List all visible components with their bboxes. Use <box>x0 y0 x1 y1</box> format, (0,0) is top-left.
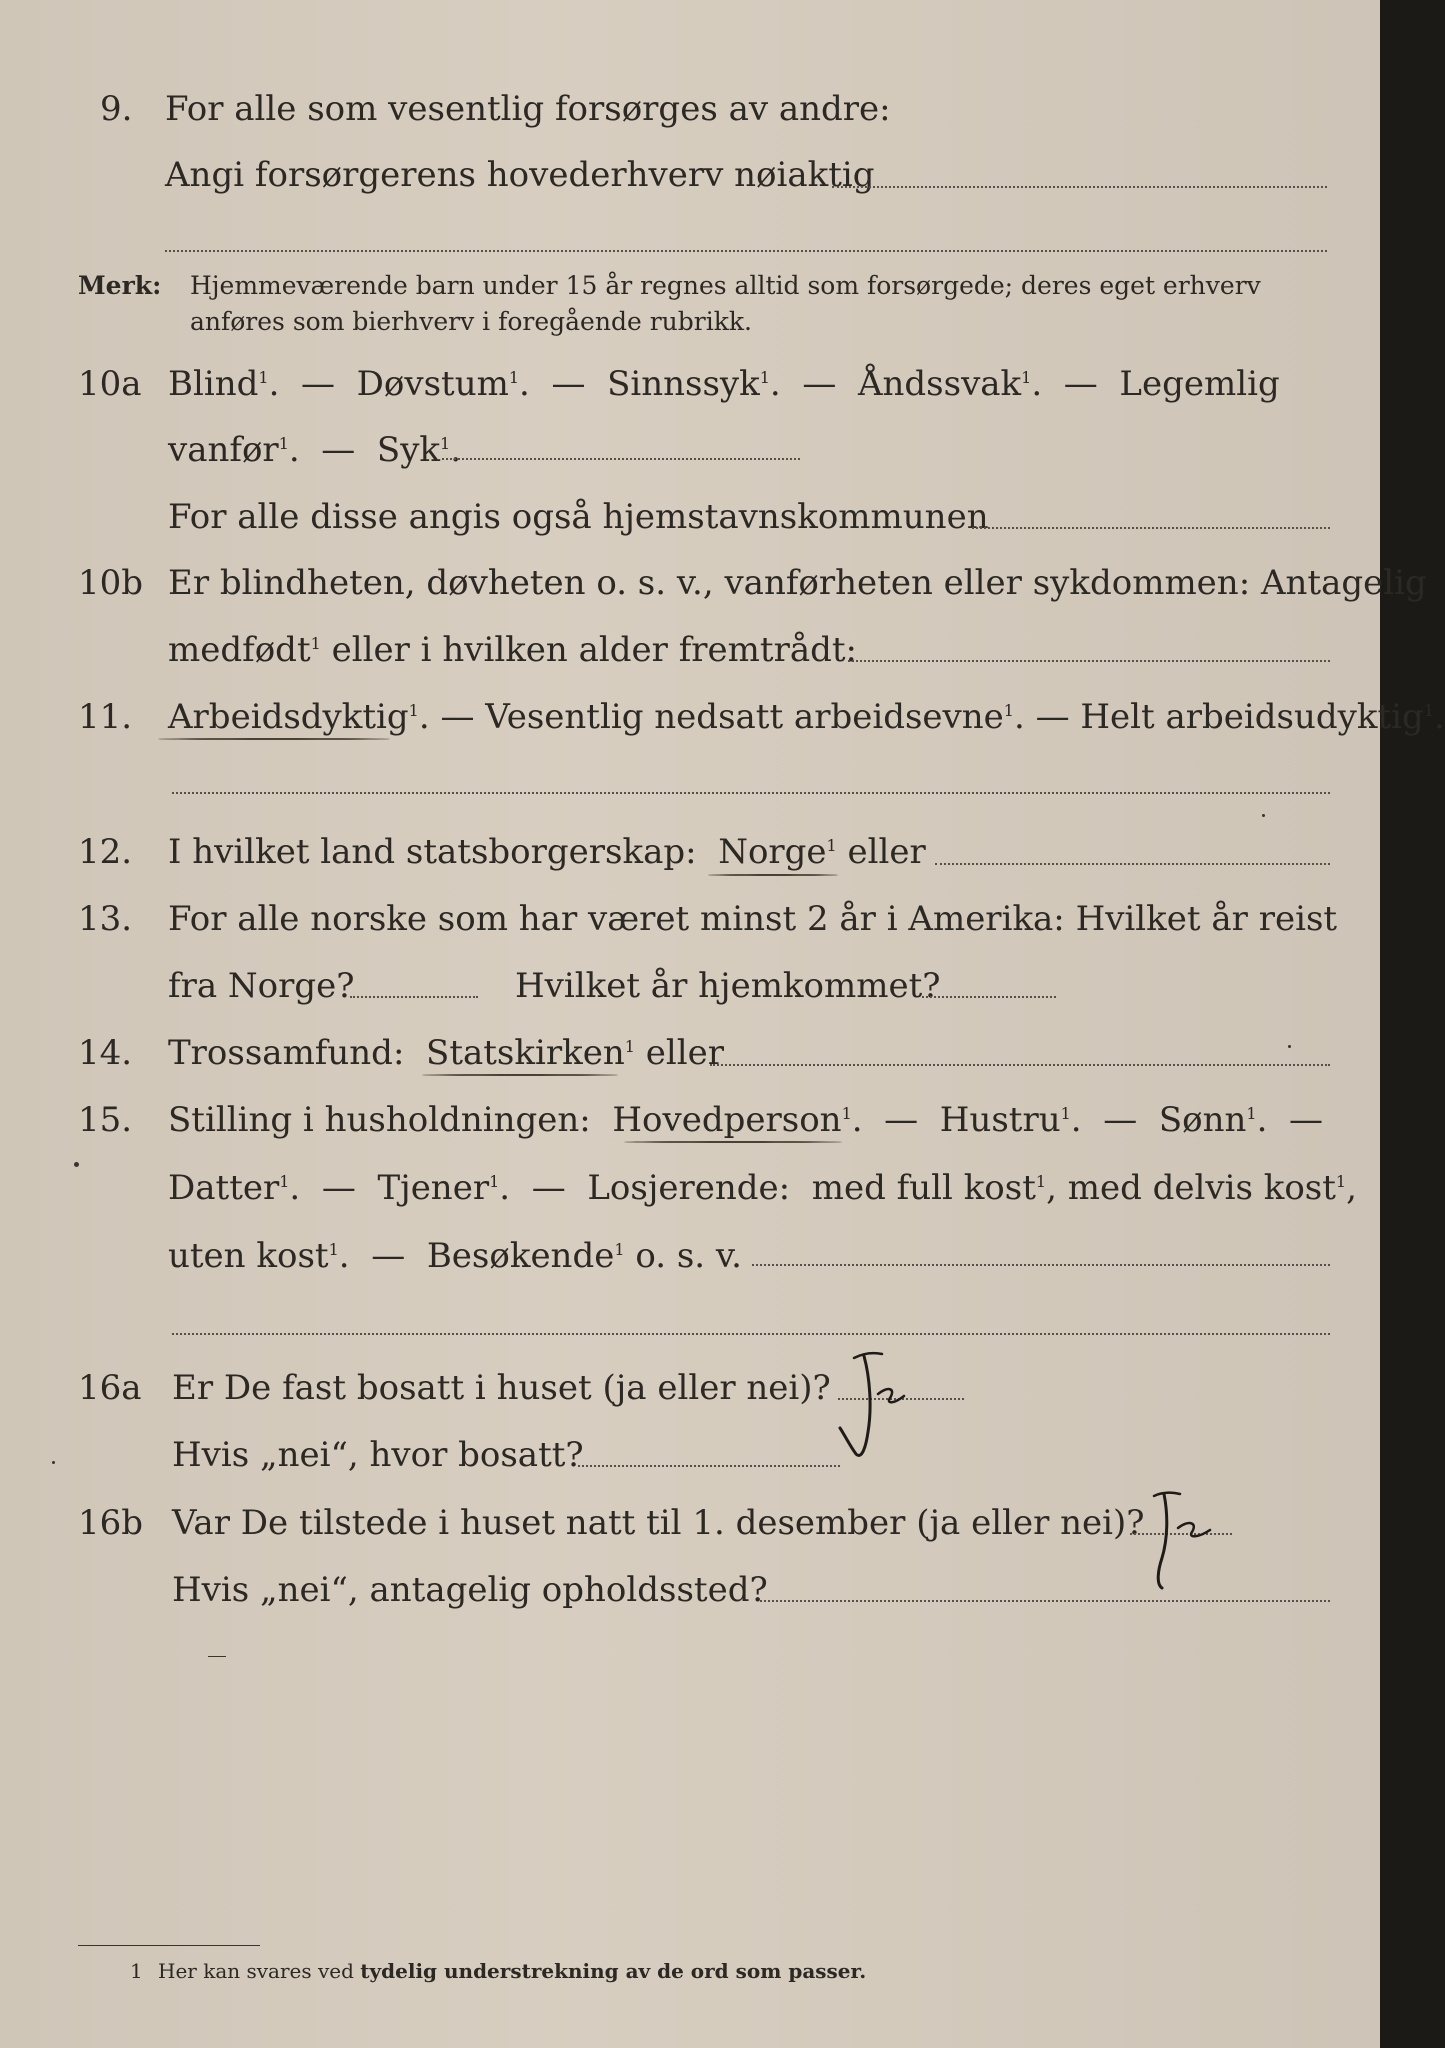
ink-speck <box>74 1162 79 1167</box>
merk-text-2: anføres som bierhverv i foregående rubrikk. <box>190 307 752 336</box>
q16a-question: Er De fast bosatt i huset (ja eller nei)? <box>172 1368 831 1408</box>
q15-options-row-1: Stilling i husholdningen: Hovedperson$^1$. — Hustru$^1$. — Sønn$^1$. — <box>168 1100 1324 1140</box>
option-dovstum[interactable]: Døvstum <box>356 364 509 404</box>
ink-speck <box>1288 1045 1291 1048</box>
footnote-mark: 1 <box>130 1959 143 1983</box>
q9-prompt: Angi forsørgerens hovederhverv nøiaktig <box>165 155 875 195</box>
q9-number: 9. <box>100 89 133 129</box>
option-arbeidsudyktig[interactable]: Helt arbeidsudyktig <box>1080 697 1424 737</box>
q13-number: 13. <box>78 899 133 939</box>
q9-answer-line[interactable] <box>832 186 1327 188</box>
merk-label: Merk: <box>78 271 162 300</box>
option-datter[interactable]: Datter <box>168 1168 280 1208</box>
underline-hovedperson <box>624 1141 842 1143</box>
q15-answer-line-2[interactable] <box>172 1333 1330 1335</box>
option-hustru[interactable]: Hustru <box>939 1100 1061 1140</box>
footnote-rule <box>78 1945 260 1946</box>
q16b-number: 16b <box>78 1503 144 1543</box>
q12-number: 12. <box>78 832 133 872</box>
q16b-opholdssted-label: Hvis „nei“, antagelig opholdssted? <box>172 1570 768 1610</box>
q16b-question: Var De tilstede i huset natt til 1. desember (ja eller nei)? <box>172 1503 1145 1543</box>
q16a-handwritten-answer <box>832 1348 912 1468</box>
option-andssvak[interactable]: Åndssvak <box>857 364 1022 404</box>
q10b-question: Er blindheten, døvheten o. s. v., vanførheten eller sykdommen: Antagelig <box>168 563 1427 603</box>
underline-norge <box>708 874 838 876</box>
q13-hjemkommet-line[interactable] <box>922 996 1056 998</box>
option-tjener[interactable]: Tjener <box>377 1168 490 1208</box>
option-delvis-kost[interactable]: med delvis kost <box>1067 1168 1336 1208</box>
q16b-opholdssted-line[interactable] <box>760 1600 1330 1602</box>
q9-answer-line-2[interactable] <box>165 250 1327 252</box>
option-besokende[interactable]: Besøkende <box>426 1236 615 1276</box>
merk-text-1: Hjemmeværende barn under 15 år regnes alltid som forsørgede; deres eget erhverv <box>190 271 1261 300</box>
q10a-answer-line[interactable] <box>442 458 800 460</box>
q11-answer-line[interactable] <box>172 792 1330 794</box>
option-uten-kost[interactable]: uten kost <box>168 1236 329 1276</box>
q10a-hjemstavn: For alle disse angis også hjemstavnskommunen <box>168 497 989 537</box>
option-norge[interactable]: Norge <box>718 832 827 872</box>
q15-answer-line[interactable] <box>752 1264 1330 1266</box>
option-blind[interactable]: Blind <box>168 364 259 404</box>
option-legemlig[interactable]: Legemlig <box>1119 364 1280 404</box>
option-medfodt[interactable]: medfødt <box>168 630 311 670</box>
option-sonn[interactable]: Sønn <box>1158 1100 1247 1140</box>
q12-answer-line[interactable] <box>935 863 1330 865</box>
q10b-medfodt-row: medfødt$^1$ eller i hvilken alder fremtrådt: <box>168 630 857 670</box>
q10b-answer-line[interactable] <box>848 660 1330 662</box>
q15-options-row-2: Datter$^1$. — Tjener$^1$. — Losjerende: med full kost$^1$, med delvis kost$^1$, <box>168 1168 1357 1208</box>
option-sinnssyk[interactable]: Sinnssyk <box>607 364 760 404</box>
footnote-text: Her kan svares ved tydelig understrekning av de ord som passer. <box>158 1959 867 1983</box>
option-statskirken[interactable]: Statskirken <box>426 1033 625 1073</box>
option-nedsatt-arbeidsevne[interactable]: Vesentlig nedsatt arbeidsevne <box>485 697 1004 737</box>
q15-number: 15. <box>78 1100 133 1140</box>
q10a-hjemstavn-line[interactable] <box>972 527 1330 529</box>
option-full-kost[interactable]: med full kost <box>811 1168 1036 1208</box>
q11-options: Arbeidsdyktig$^1$. — Vesentlig nedsatt arbeidsevne$^1$. — Helt arbeidsudyktig$^1$. <box>168 697 1445 737</box>
q11-number: 11. <box>78 697 133 737</box>
ink-speck <box>52 1461 55 1464</box>
ink-speck <box>1262 814 1265 817</box>
q16b-handwritten-answer <box>1128 1488 1218 1598</box>
q13-reist-label: fra Norge? <box>168 966 355 1006</box>
option-arbeidsdyktig[interactable]: Arbeidsdyktig <box>168 697 409 737</box>
q10b-number: 10b <box>78 563 144 603</box>
q16a-number: 16a <box>78 1368 142 1408</box>
q15-options-row-3: uten kost$^1$. — Besøkende$^1$ o. s. v. <box>168 1236 742 1276</box>
q14-number: 14. <box>78 1033 133 1073</box>
q9-question: For alle som vesentlig forsørges av andre: <box>165 89 891 129</box>
q16a-bosatt-line[interactable] <box>578 1465 840 1467</box>
option-vanfor[interactable]: vanfør <box>168 430 279 470</box>
option-syk[interactable]: Syk <box>376 430 441 470</box>
q12-question: I hvilket land statsborgerskap: Norge$^1$ eller <box>168 832 926 872</box>
underline-statskirken <box>422 1074 618 1076</box>
q14-question: Trossamfund: Statskirken$^1$ eller <box>168 1033 724 1073</box>
q13-question: For alle norske som har været minst 2 år i Amerika: Hvilket år reist <box>168 899 1338 939</box>
q10a-number: 10a <box>78 364 142 404</box>
q14-answer-line[interactable] <box>710 1064 1330 1066</box>
q10a-options-row-1: Blind$^1$. — Døvstum$^1$. — Sinnssyk$^1$. — Åndssvak$^1$. — Legemlig <box>168 364 1280 404</box>
underline-arbeidsdyktig <box>158 738 390 740</box>
option-hovedperson[interactable]: Hovedperson <box>612 1100 842 1140</box>
q13-hjemkommet-label: Hvilket år hjemkommet? <box>515 966 941 1006</box>
stray-dash <box>208 1656 226 1657</box>
q10a-options-row-2: vanfør$^1$. — Syk$^1$. <box>168 430 462 470</box>
q13-reist-line[interactable] <box>350 996 478 998</box>
q16a-bosatt-label: Hvis „nei“, hvor bosatt? <box>172 1435 584 1475</box>
